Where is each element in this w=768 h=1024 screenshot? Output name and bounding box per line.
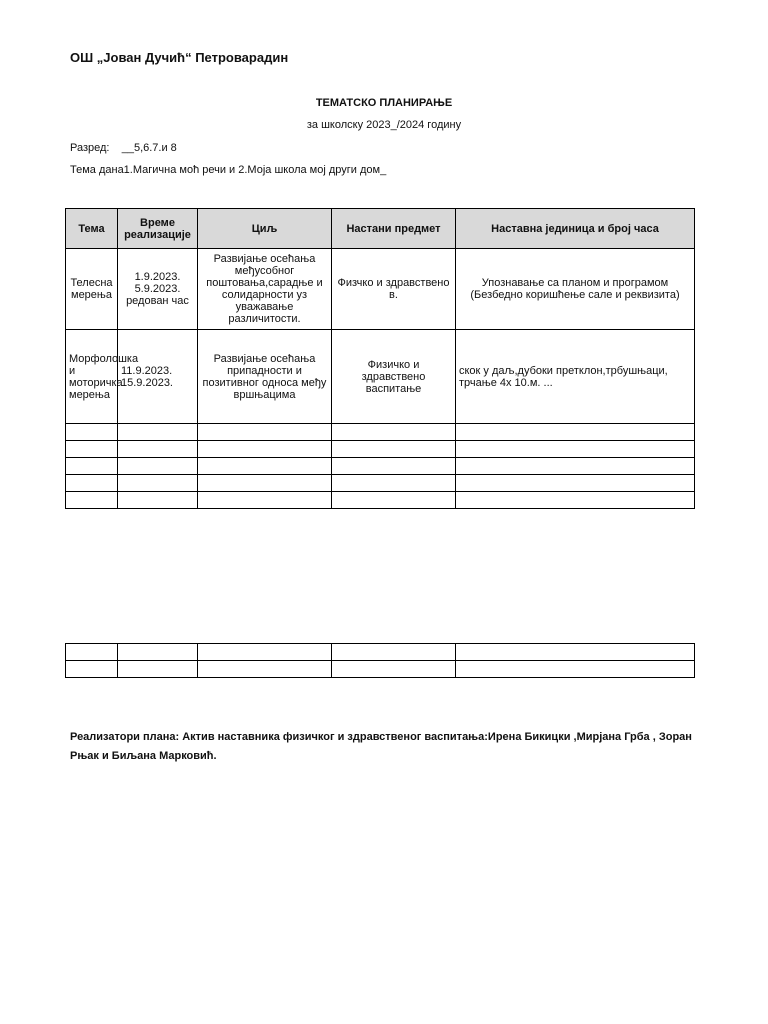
empty-row xyxy=(66,661,695,678)
school-year: за школску 2023_/2024 годину xyxy=(306,119,462,131)
header-cilj: Циљ xyxy=(198,209,332,249)
table-row xyxy=(66,249,695,330)
empty-row xyxy=(66,458,695,475)
school-name: ОШ „Јован Дучић“ Петроварадин xyxy=(70,50,289,65)
header-jedinica: Наставна јединица и број часа xyxy=(456,209,695,249)
cell-jedinica: скок у даљ,дубоки претклон,трбушњаци, трчање 4х 10.м. ... xyxy=(456,330,695,424)
theme-line: Тема дана1.Магична моћ речи и 2.Моја школа мој други дом_ xyxy=(70,164,387,176)
cell-tema: Морфолошка и моторичка мерења xyxy=(66,330,118,424)
empty-row xyxy=(66,644,695,661)
header-tema: Тема xyxy=(66,209,118,249)
cell-cilj: Развијање осећања међусобног поштовања,сарадње и солидарности уз уважавање различитости. xyxy=(198,249,332,330)
cell-tema: Телесна мерења xyxy=(66,249,118,330)
plan-authors: Реализатори плана: Актив наставника физичког и здравственог васпитања:Ирена Бикицки ,Мирјана Грба , Зоран Рњак и Биљана Марковић. xyxy=(70,731,692,762)
table-header-row xyxy=(66,209,695,249)
empty-row xyxy=(66,424,695,441)
grade-value: __5,6.7.и 8 xyxy=(121,142,177,154)
empty-row xyxy=(66,492,695,509)
empty-row xyxy=(66,441,695,458)
empty-table xyxy=(65,643,695,678)
cell-cilj: Развијање осећања припадности и позитивног односа међу вршњацима xyxy=(198,330,332,424)
grade-label: Разред: xyxy=(70,142,110,154)
cell-vreme: 1.9.2023. 5.9.2023. редован час xyxy=(118,249,198,330)
cell-jedinica: Упознавање са планом и програмом (Безбедно коришћење сале и реквизита) xyxy=(456,249,695,330)
header-vreme: Време реализације xyxy=(118,209,198,249)
cell-predmet: Физчко и здравствено в. xyxy=(332,249,456,330)
planning-table xyxy=(65,208,695,509)
grade-line xyxy=(70,142,177,154)
empty-row xyxy=(66,475,695,492)
document-title: ТЕМАТСКО ПЛАНИРАЊЕ xyxy=(315,97,453,109)
cell-vreme: 11.9.2023. 15.9.2023. xyxy=(118,330,198,424)
cell-predmet: Физичко и здравствено васпитање xyxy=(332,330,456,424)
header-predmet: Настани предмет xyxy=(332,209,456,249)
table-row xyxy=(66,330,695,424)
